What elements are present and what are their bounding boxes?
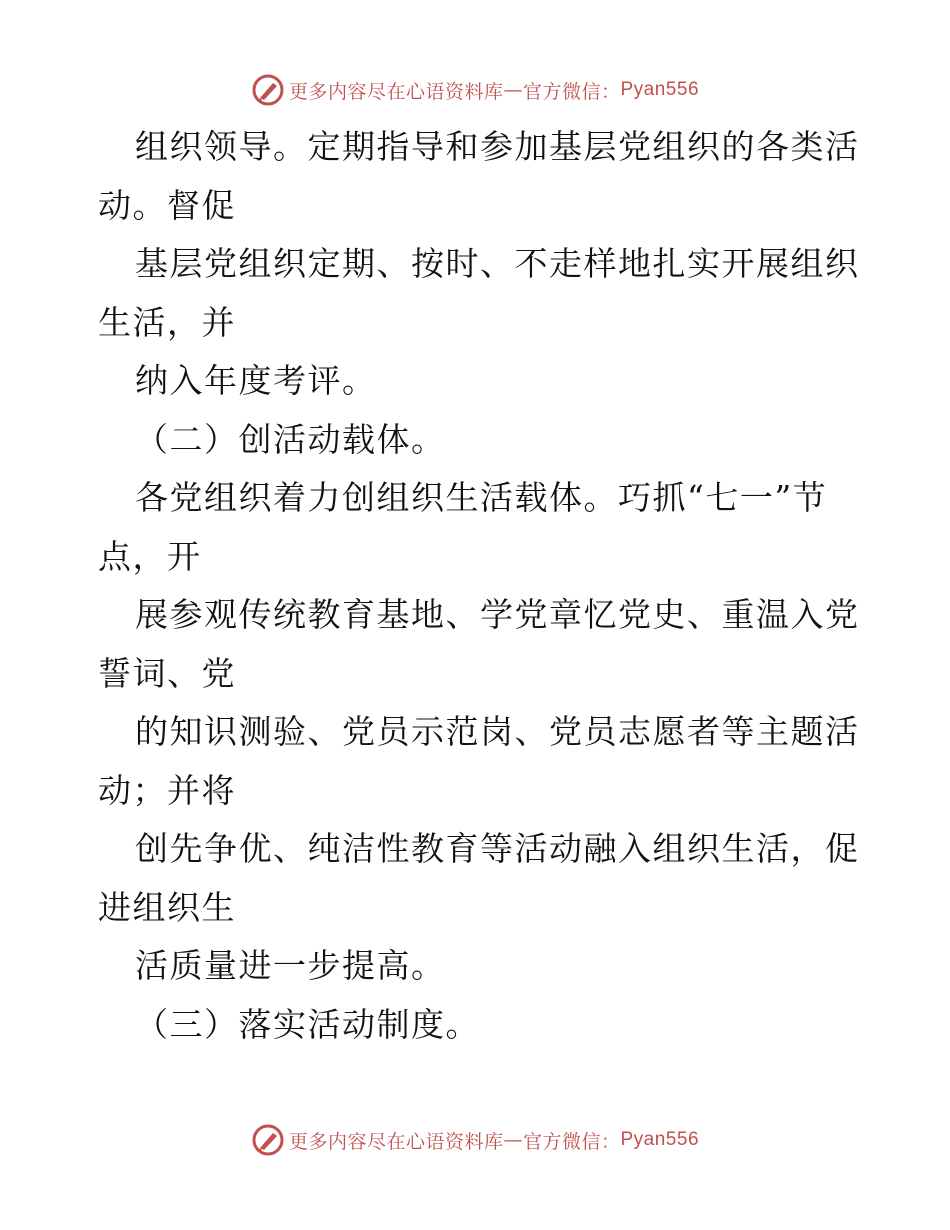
text-line: 生活，并 — [98, 302, 236, 342]
footer-banner — [0, 1120, 950, 1160]
section-heading: （二）创活动载体。 — [135, 419, 446, 459]
text-line: 动。督促 — [98, 185, 236, 225]
text-line: 的知识测验、党员示范岗、党员志愿者等主题活 — [135, 712, 860, 751]
header-banner — [0, 70, 950, 110]
footer-site-text: 更多内容尽在心语资料库 — [288, 1130, 504, 1153]
footer-wechat-text: 官方微信： — [522, 1130, 621, 1153]
body-text — [98, 118, 858, 1054]
header-account: Pyan556 — [620, 79, 700, 100]
pen-logo-icon — [251, 1123, 285, 1157]
text-line: 誓词、党 — [98, 653, 236, 693]
text-line: 各党组织着力创组织生活载体。巧抓“七一”节 — [135, 478, 828, 517]
header-site-text: 更多内容尽在心语资料库 — [288, 80, 504, 103]
text-line: 进组织生 — [98, 887, 236, 927]
footer-dash: — — [503, 1129, 523, 1151]
text-line: 动；并将 — [98, 770, 236, 810]
text-line: 展参观传统教育基地、学党章忆党史、重温入党 — [135, 595, 860, 634]
text-line: 基层党组织定期、按时、不走样地扎实开展组织 — [135, 244, 860, 283]
text-line: 创先争优、纯洁性教育等活动融入组织生活，促 — [135, 829, 860, 868]
text-line: 组织领导。定期指导和参加基层党组织的各类活 — [135, 127, 860, 166]
text-line: 纳入年度考评。 — [135, 361, 377, 400]
footer-account: Pyan556 — [620, 1129, 700, 1150]
text-line: 活质量进一步提高。 — [135, 946, 446, 985]
header-wechat-text: 官方微信： — [522, 80, 621, 103]
pen-logo-icon — [251, 73, 285, 107]
text-line: 点，开 — [98, 536, 202, 576]
section-heading: （三）落实活动制度。 — [135, 1004, 480, 1044]
header-dash: — — [503, 79, 523, 101]
